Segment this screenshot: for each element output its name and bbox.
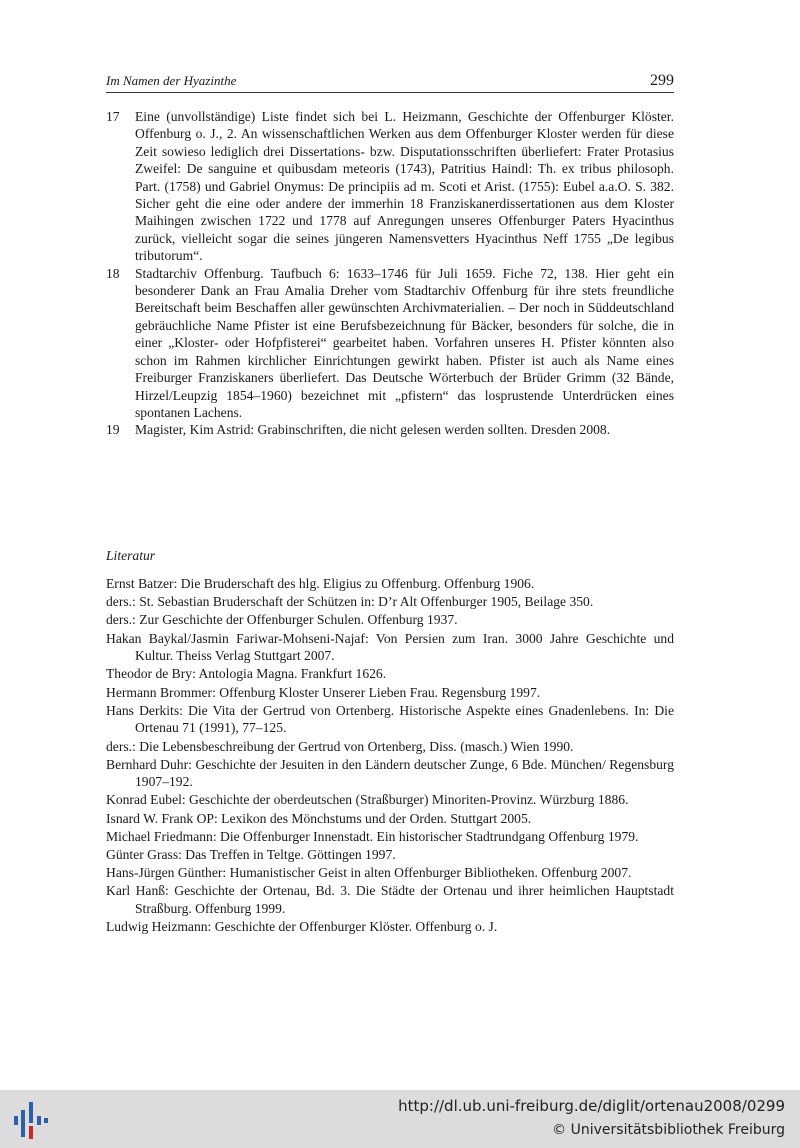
header-rule bbox=[106, 92, 674, 93]
footnote-number: 18 bbox=[106, 265, 120, 281]
footnote-number: 19 bbox=[106, 422, 120, 438]
literature-entry: Hans Derkits: Die Vita der Gertrud von Ortenberg. Historische Aspekte eines Gnadenlebens. In: Die Ortenau 71 (1991), 77–125. bbox=[106, 702, 674, 736]
running-head bbox=[106, 70, 674, 92]
literature-entry: Ernst Batzer: Die Bruderschaft des hlg. Eligius zu Offenburg. Offenburg 1906. bbox=[106, 576, 535, 591]
footnote-18 bbox=[106, 265, 674, 422]
literature-entry: Michael Friedmann: Die Offenburger Innenstadt. Ein historischer Stadtrundgang Offenburg 1979. bbox=[106, 828, 639, 844]
literature-entry: Günter Grass: Das Treffen in Teltge. Göttingen 1997. bbox=[106, 847, 396, 863]
literature-entry: ders.: St. Sebastian Bruderschaft der Schützen in: D’r Alt Offenburger 1905, Beilage 350. bbox=[106, 594, 594, 610]
copyright-notice: © Universitätsbibliothek Freiburg bbox=[552, 1122, 785, 1138]
literature-entry: Hans-Jürgen Günther: Humanistischer Geist in alten Offenburger Bibliotheken. Offenburg 2007. bbox=[106, 865, 632, 881]
footnote-19 bbox=[106, 421, 674, 438]
literature-entry: Karl Hanß: Geschichte der Ortenau, Bd. 3. Die Städte der Ortenau und ihrer heimlichen Hauptstadt Straßburg. Offenburg 1999. bbox=[106, 883, 674, 916]
literature-entry: Ludwig Heizmann: Geschichte der Offenburger Klöster. Offenburg o. J. bbox=[106, 919, 498, 935]
literature-entry: Hakan Baykal/Jasmin Fariwar-Mohseni-Najaf: Von Persien zum Iran. 3000 Jahre Geschichte und Kultur. Theiss Verlag Stuttgart 2007. bbox=[106, 630, 674, 664]
literature-entry: Bernhard Duhr: Geschichte der Jesuiten in den Ländern deutscher Zunge, 6 Bde. München/ Regensburg 1907–192. bbox=[106, 756, 674, 790]
footer-bar bbox=[0, 1090, 800, 1148]
source-url-link[interactable]: http://dl.ub.uni-freiburg.de/diglit/ortenau2008/0299 bbox=[398, 1097, 785, 1115]
footnote-text: Magister, Kim Astrid: Grabinschriften, die nicht gelesen werden sollten. Dresden 2008. bbox=[135, 422, 611, 438]
literature-list bbox=[106, 575, 674, 936]
running-title: Im Namen der Hyazinthe bbox=[106, 73, 237, 88]
page-number: 299 bbox=[650, 72, 674, 89]
ub-freiburg-logo-icon bbox=[14, 1099, 48, 1141]
literature-entry: ders.: Die Lebensbeschreibung der Gertrud von Ortenberg, Diss. (masch.) Wien 1990. bbox=[106, 738, 574, 754]
literature-entry: Theodor de Bry: Antologia Magna. Frankfurt 1626. bbox=[106, 666, 387, 682]
footnotes bbox=[106, 108, 674, 439]
footnote-text: Stadtarchiv Offenburg. Taufbuch 6: 1633–1746 für Juli 1659. Fiche 72, 138. Hier geht ein besonderer Dank an Frau Amalia Dreher vom Stadtarchiv Offenburg für ihre stets freundliche Bereitschaft beim Beschaffen aller gewünschten Archivmaterialien. – Der noch in Süddeutschland gebräuchliche Name Pfister ist eine Berufsbezeichnung für Bäcker, besonders für solche, die in einer „Kloster- oder Hofpfisterei“ gearbeitet haben. Vorfahren unseres H. Pfister könnten also schon im Rahmen kirchlicher Einrichtungen gewirkt haben. Pfister ist auch als Name eines Freiburger Franziskaners überliefert. Das Deutsche Wörterbuch der Brüder Grimm (32 Bände, Hirzel/Leupzig 1854–1960) bezeichnet mit „pfistern“ das losprustende Unterdrücken eines spontanen Lachens. bbox=[135, 265, 674, 420]
footnote-17 bbox=[106, 108, 674, 265]
literature-entry: Hermann Brommer: Offenburg Kloster Unserer Lieben Frau. Regensburg 1997. bbox=[106, 684, 541, 700]
footnote-text: Eine (unvollständige) Liste findet sich bei L. Heizmann, Geschichte der Offenburger Klöster. Offenburg o. J., 2. An wissenschaftlichen Werken aus dem Offenburger Kloster werden für diese Zeit sowieso lediglich drei Dissertations- bzw. Disputationsschriften überliefert: Frater Protasius Zweifel: De sanguine et quibusdam meteoris (1743), Patritius Haindl: Th. ex tribus philosoph. Part. (1758) und Gabriel Onymus: De principiis ad m. Scoti et Arist. (1755): Eubel a.a.O. S. 382. Sicher geht die eine oder andere der immerhin 18 Franziskanerdissertationen aus dem Kloster Maihingen zwischen 1722 und 1778 auf Anregungen unseres Offenburger Paters Hyacinthus zurück, vielleicht sogar die seines jüngeren Namensvetters Hyacinthus Neff 1755 „De legibus tributorum“. bbox=[135, 109, 674, 264]
literature-entry: Isnard W. Frank OP: Lexikon des Mönchstums und der Orden. Stuttgart 2005. bbox=[106, 810, 532, 826]
footnote-number: 17 bbox=[106, 109, 120, 124]
literature-entry: ders.: Zur Geschichte der Offenburger Schulen. Offenburg 1937. bbox=[106, 612, 458, 628]
literature-heading: Literatur bbox=[106, 548, 156, 563]
literature-entry: Konrad Eubel: Geschichte der oberdeutschen (Straßburger) Minoriten-Provinz. Würzburg 1886. bbox=[106, 792, 629, 808]
